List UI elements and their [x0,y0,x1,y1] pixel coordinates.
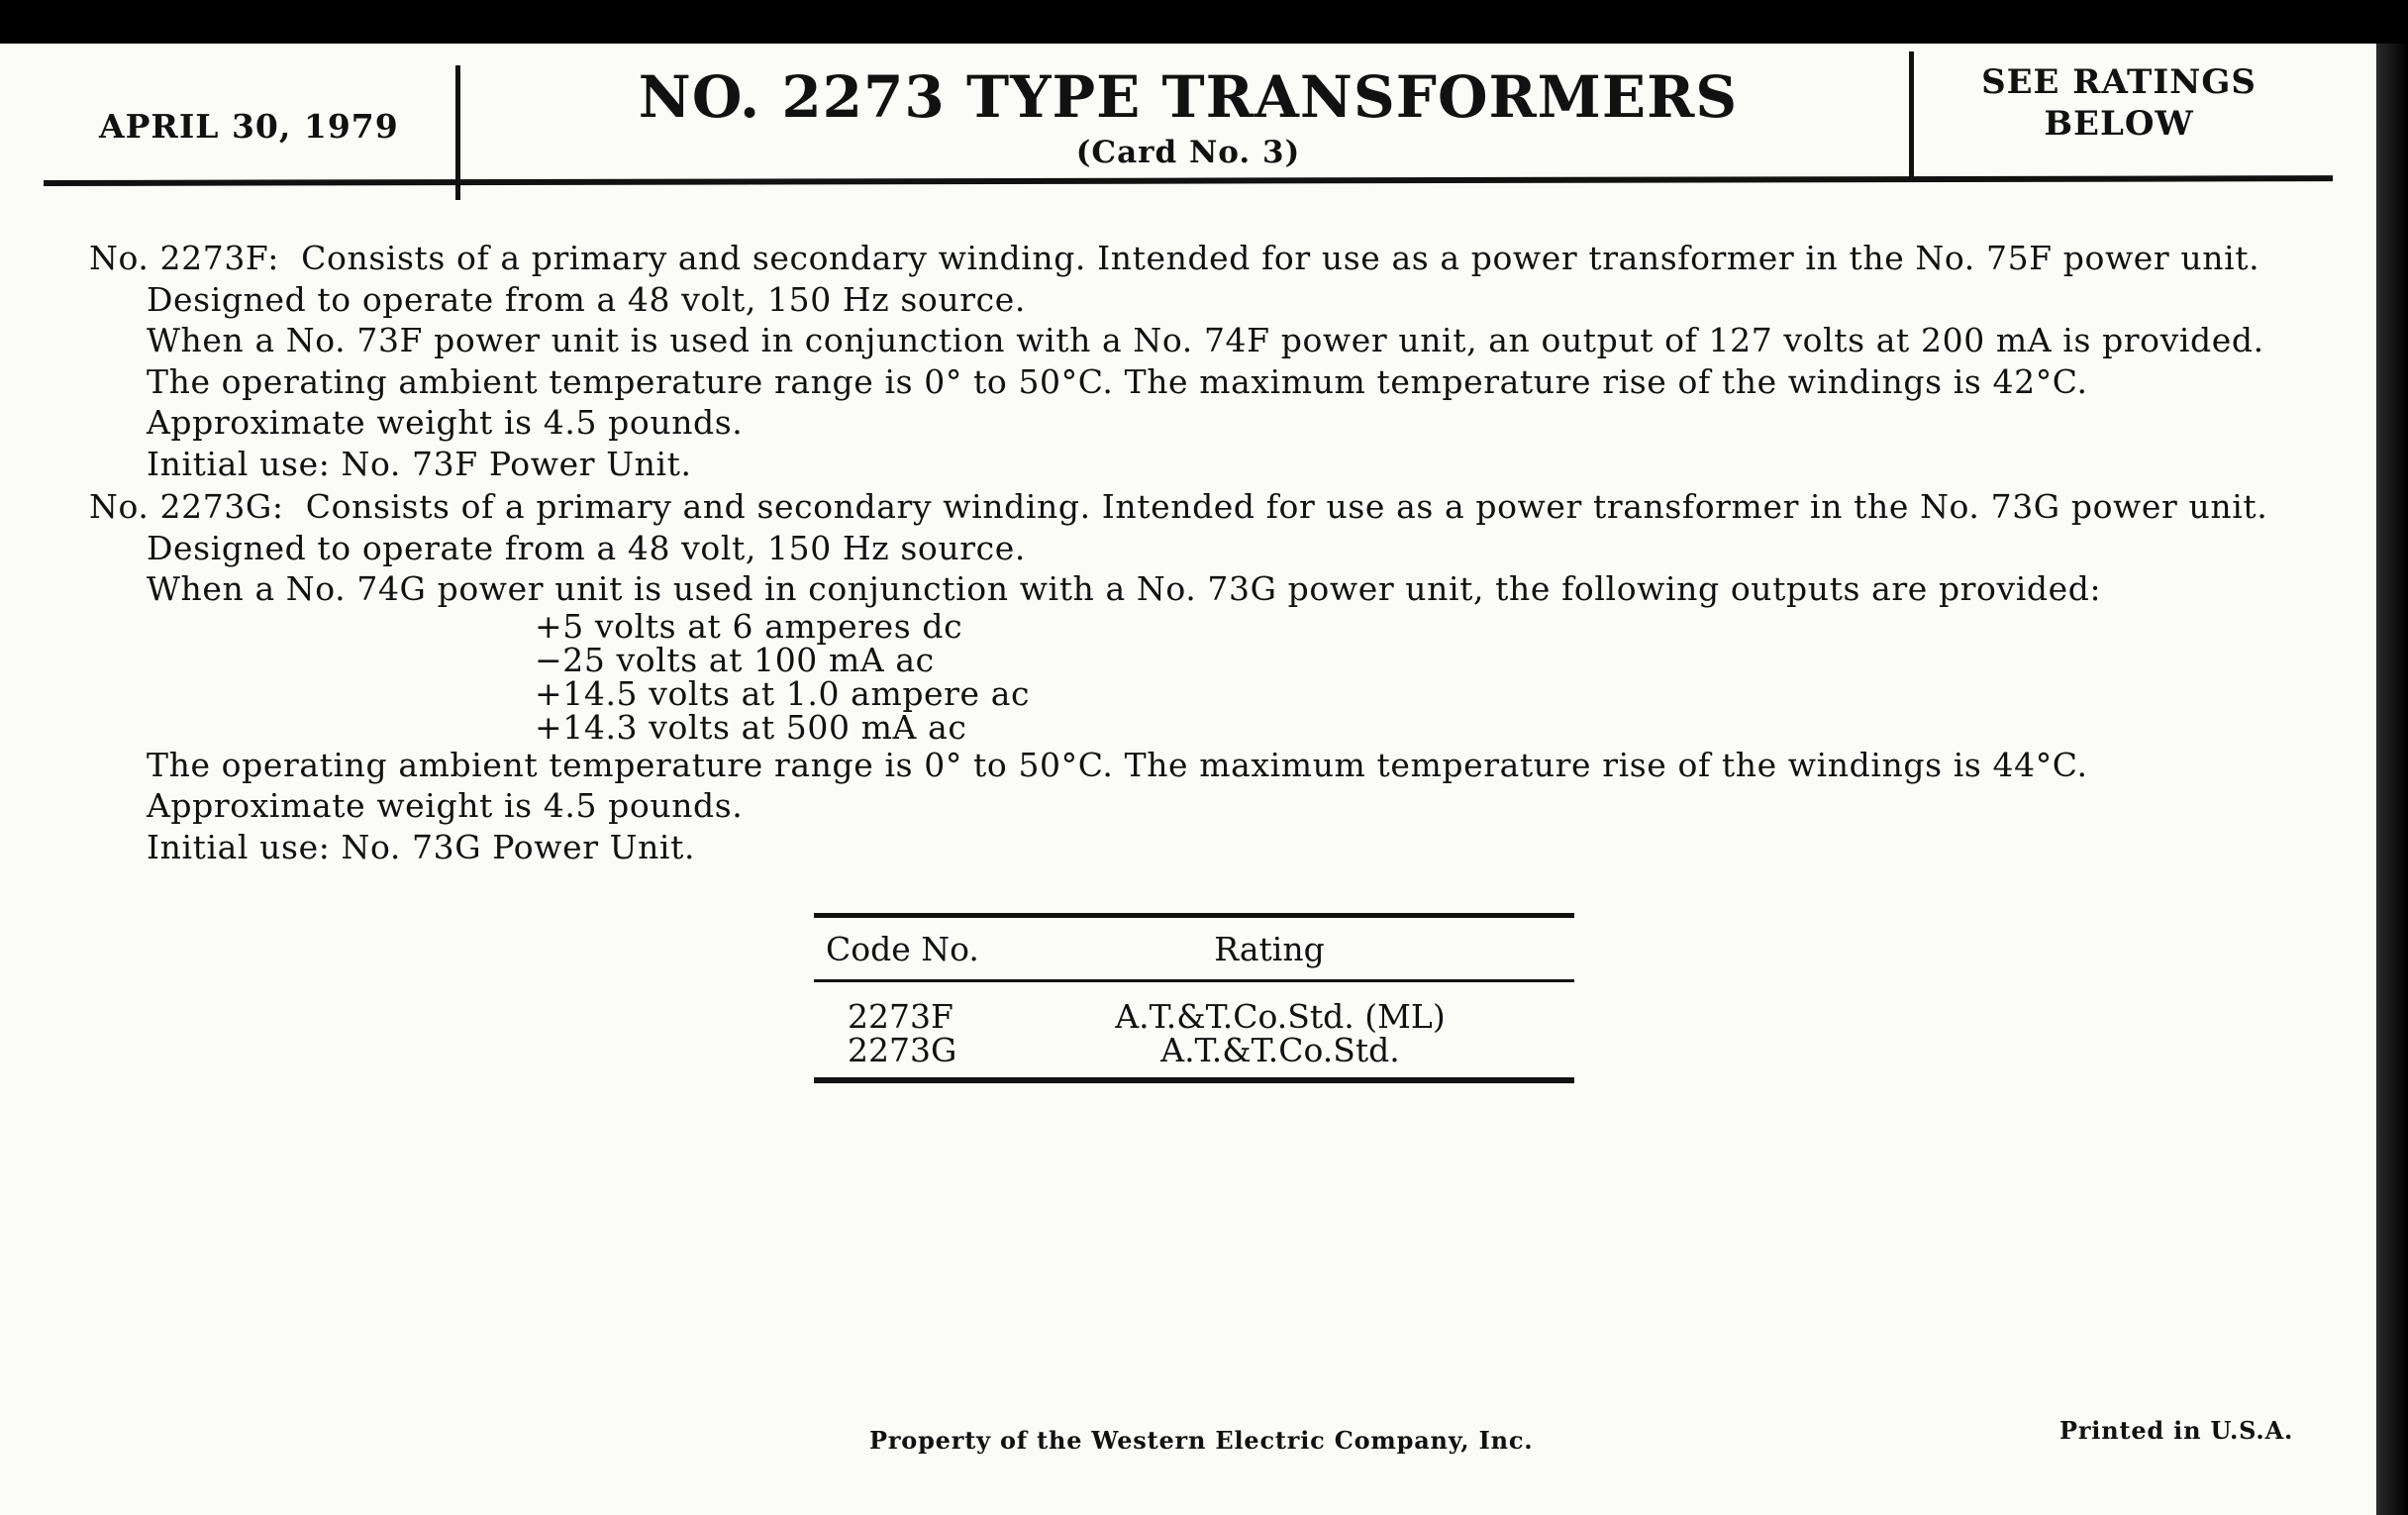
entry-2273g-line: Approximate weight is 4.5 pounds. [147,786,744,825]
card-subtitle: (Card No. 3) [1075,135,1301,170]
entry-2273g-intro [89,486,2337,528]
entry-2273f-intro-text: Consists of a primary and secondary winding. Intended for use as a power transformer in the No. 75F power unit. [301,239,2260,277]
entry-2273g-line: The operating ambient temperature range is 0° to 50°C. The maximum temperature rise of the windings is 44°C. [147,745,2088,784]
see-ratings-note [1921,61,2317,145]
cell-rating: A.T.&T.Co.Std. [1160,1031,1400,1069]
card-title: NO. 2273 TYPE TRANSFORMERS [638,63,1739,131]
cell-code: 2273F [848,997,953,1036]
footer-property: Property of the Western Electric Company, Inc. [869,1426,1534,1455]
entry-2273g-intro-text: Consists of a primary and secondary winding. Intended for use as a power transformer in the No. 73G power unit. [305,487,2268,526]
entry-2273f-intro [89,238,2337,279]
output-item: +14.3 volts at 500 mA ac [535,707,967,747]
entry-2273g-line: When a No. 74G power unit is used in conjunction with a No. 73G power unit, the following outputs are provided: [147,569,2102,608]
output-item: −25 volts at 100 mA ac [535,640,935,679]
cell-code: 2273G [848,1031,957,1069]
table-header [814,918,1574,982]
header-code-no: Code No. [826,929,979,968]
entry-2273f-line: Approximate weight is 4.5 pounds. [147,403,744,442]
entry-2273g-line: Designed to operate from a 48 volt, 150 Hz source. [147,528,1026,567]
entry-2273f-line: When a No. 73F power unit is used in conjunction with a No. 74F power unit, an output of 127 volts at 200 mA is provided. [147,321,2264,359]
header-rating: Rating [1214,929,1325,968]
entry-2273f-line: The operating ambient temperature range is 0° to 50°C. The maximum temperature rise of the windings is 42°C. [147,361,2088,401]
output-item: +14.5 volts at 1.0 ampere ac [535,673,1031,713]
ratings-line-1: SEE RATINGS [1981,62,2257,102]
footer-printed: Printed in U.S.A. [2059,1416,2294,1445]
table-row [814,1031,1574,1069]
entry-2273f-line: Designed to operate from a 48 volt, 150 Hz source. [147,279,1026,319]
ratings-line-2: BELOW [2044,104,2194,144]
output-item: +5 volts at 6 amperes dc [535,606,963,646]
card-edge-shadow [2376,44,2408,1515]
entry-2273f-label: No. 2273F: [89,239,279,277]
card-date: APRIL 30, 1979 [99,107,399,146]
header-divider-right [1909,51,1914,182]
table-row [814,997,1574,1036]
table-bottom-rule [814,1077,1574,1083]
ratings-table [814,913,1574,1083]
card-body [89,238,2337,867]
entry-2273g-label: No. 2273G: [89,487,284,526]
table-body [814,982,1574,1077]
entry-2273g-line: Initial use: No. 73G Power Unit. [147,827,696,866]
entry-2273f-line: Initial use: No. 73F Power Unit. [147,444,692,483]
cell-rating: A.T.&T.Co.Std. (ML) [1115,997,1446,1036]
